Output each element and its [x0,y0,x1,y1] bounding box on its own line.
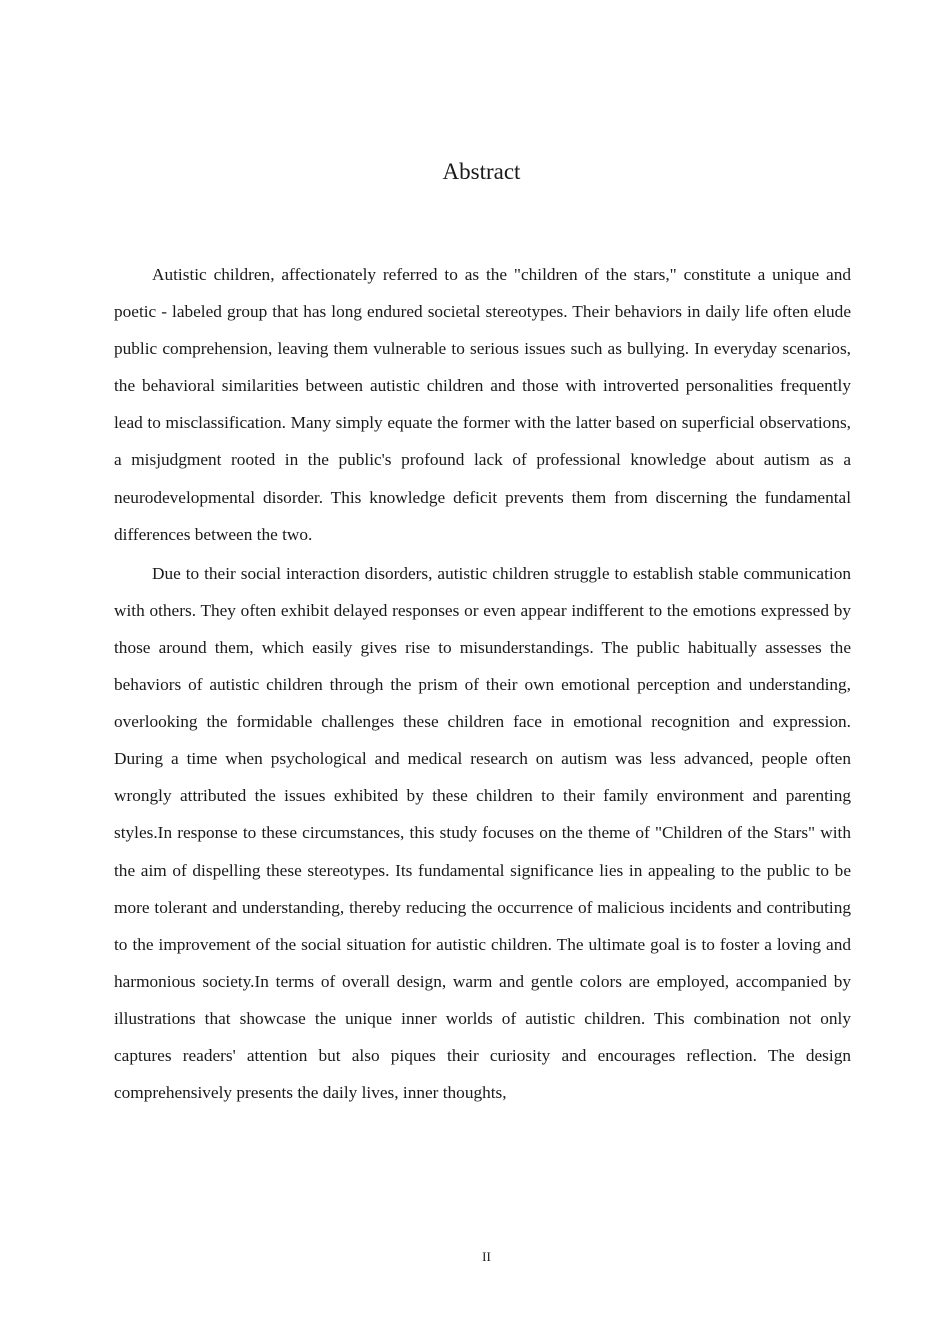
abstract-body [114,256,851,1113]
paragraph-2: Due to their social interaction disorders, autistic children struggle to establish stable communication with others. They often exhibit delayed responses or even appear indifferent to the emotions expressed by those around them, which easily gives rise to misunderstandings. The public habitually assesses the behaviors of autistic children through the prism of their own emotional perception and understanding, overlooking the formidable challenges these children face in emotional recognition and expression. During a time when psychological and medical research on autism was less advanced, people often wrongly attributed the issues exhibited by these children to their family environment and parenting styles.In response to these circumstances, this study focuses on the theme of "Children of the Stars" with the aim of dispelling these stereotypes. Its fundamental significance lies in appealing to the public to be more tolerant and understanding, thereby reducing the occurrence of malicious incidents and contributing to the improvement of the social situation for autistic children. The ultimate goal is to foster a loving and harmonious society.In terms of overall design, warm and gentle colors are employed, accompanied by illustrations that showcase the unique inner worlds of autistic children. This combination not only captures readers' attention but also piques their curiosity and encourages reflection. The design comprehensively presents the daily lives, inner thoughts, [114,563,851,1103]
page-number: II [482,1249,491,1264]
page-title: Abstract [442,159,521,184]
paragraph-1: Autistic children, affectionately referred to as the "children of the stars," constitute a unique and poetic - labeled group that has long endured societal stereotypes. Their behaviors in daily life often elude public comprehension, leaving them vulnerable to serious issues such as bullying. In everyday scenarios, the behavioral similarities between autistic children and those with introverted personalities frequently lead to misclassification. Many simply equate the former with the latter based on superficial observations, a misjudgment rooted in the public's profound lack of professional knowledge about autism as a neurodevelopmental disorder. This knowledge deficit prevents them from discerning the fundamental differences between the two. [114,265,851,544]
